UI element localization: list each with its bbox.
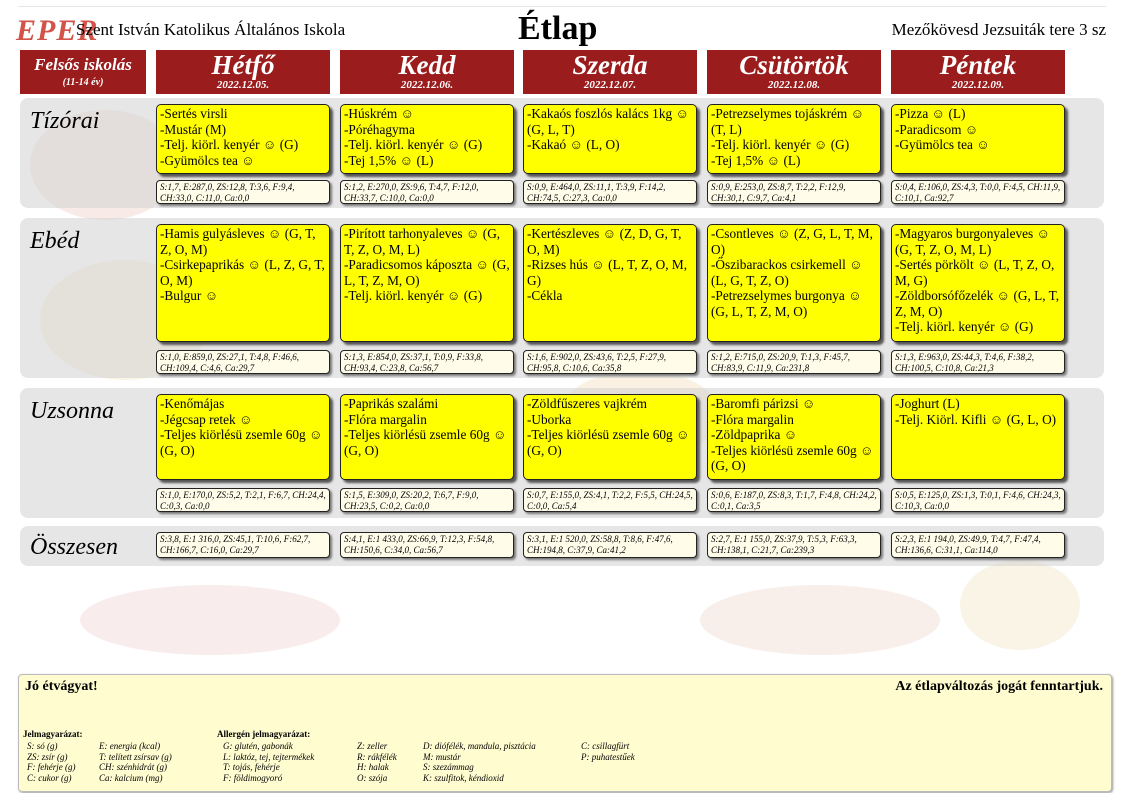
nutrition-cell: S:0,5, E:125,0, ZS:1,3, T:0,1, F:4,6, CH:24,3, C:10,3, Ca:0,0 — [891, 488, 1065, 512]
menu-cell: -Pirított tarhonyaleves ☺ (G, T, Z, O, M, L) -Paradicsomos káposzta ☺ (G, L, T, Z, M, O) -Telj. kiörl. kenyér ☺ (G) — [340, 224, 514, 342]
day-name: Csütörtök — [739, 50, 849, 80]
menu-cell: -Magyaros burgonyaleves ☺ (G, T, Z, O, M, L) -Sertés pörkölt ☺ (L, T, Z, O, M, G) -Zöldborsófőzelék ☺ (G, L, T, Z, M, O) -Telj. kiörl. kenyér ☺ (G) — [891, 224, 1065, 342]
nutrition-cell: S:1,3, E:963,0, ZS:44,3, T:4,6, F:38,2, CH:100,5, C:10,8, Ca:21,3 — [891, 350, 1065, 374]
nutrition-cell: S:1,2, E:715,0, ZS:20,9, T:1,3, F:45,7, CH:83,9, C:11,9, Ca:231,8 — [707, 350, 881, 374]
menu-cell: -Kenőmájas -Jégcsap retek ☺ -Teljes kiörlésü zsemle 60g ☺ (G, O) — [156, 394, 330, 480]
meal-label-tizorai: Tízórai — [30, 108, 100, 134]
footer-panel — [18, 674, 1112, 792]
age-group-range: (11-14 év) — [62, 77, 104, 88]
nutrition-cell: S:0,6, E:187,0, ZS:8,3, T:1,7, F:4,8, CH:24,2, C:0,1, Ca:3,5 — [707, 488, 881, 512]
meal-label-ebed: Ebéd — [30, 228, 80, 254]
day-name: Hétfő — [211, 50, 275, 80]
day-date: 2022.12.08. — [767, 79, 821, 91]
menu-cell: -Baromfi párizsi ☺ -Flóra margalin -Zöldpaprika ☺ -Teljes kiörlésü zsemle 60g ☺ (G, O) — [707, 394, 881, 480]
age-group-label: Felsős iskolás — [34, 55, 132, 74]
allergen-column: Z: zeller R: rákfélék H: halak O: szója — [357, 741, 397, 783]
menu-cell: -Húskrém ☺ -Póréhagyma -Telj. kiörl. kenyér ☺ (G) -Tej 1,5% ☺ (L) — [340, 104, 514, 174]
day-date: 2022.12.05. — [216, 79, 270, 91]
background-decoration — [960, 560, 1080, 650]
day-header-monday — [156, 50, 330, 94]
nutrition-cell: S:0,9, E:464,0, ZS:11,1, T:3,9, F:14,2, CH:74,5, C:27,3, Ca:0,0 — [523, 180, 697, 204]
legend-column: E: energia (kcal) T: telített zsírsav (g) CH: szénhidrát (g) Ca: kalcium (mg) — [99, 741, 172, 783]
legend-title: Jelmagyarázat: — [23, 729, 83, 739]
allergen-column: D: diófélék, mandula, pisztácia M: mustár S: szezámmag K: szulfitok, kéndioxid — [423, 741, 536, 783]
total-cell: S:4,1, E:1 433,0, ZS:66,9, T:12,3, F:54,8, CH:150,6, C:34,0, Ca:56,7 — [340, 532, 514, 558]
nutrition-cell: S:1,5, E:309,0, ZS:20,2, T:6,7, F:9,0, CH:23,5, C:0,2, Ca:0,0 — [340, 488, 514, 512]
nutrition-cell: S:0,9, E:253,0, ZS:8,7, T:2,2, F:12,9, CH:30,1, C:9,7, Ca:4,1 — [707, 180, 881, 204]
menu-cell: -Petrezselymes tojáskrém ☺ (T, L) -Telj. kiörl. kenyér ☺ (G) -Tej 1,5% ☺ (L) — [707, 104, 881, 174]
nutrition-cell: S:1,0, E:859,0, ZS:27,1, T:4,8, F:46,6, CH:109,4, C:4,6, Ca:29,7 — [156, 350, 330, 374]
school-address: Mezőkövesd Jezsuiták tere 3 sz — [891, 20, 1106, 39]
day-header-thursday — [707, 50, 881, 94]
nutrition-cell: S:1,7, E:287,0, ZS:12,8, T:3,6, F:9,4, CH:33,0, C:11,0, Ca:0,0 — [156, 180, 330, 204]
day-name: Szerda — [572, 50, 648, 80]
day-date: 2022.12.06. — [400, 79, 454, 91]
greeting: Jó étvágyat! — [25, 679, 98, 694]
menu-cell: -Kakaós foszlós kalács 1kg ☺ (G, L, T) -Kakaó ☺ (L, O) — [523, 104, 697, 174]
total-cell: S:2,3, E:1 194,0, ZS:49,9, T:4,7, F:47,4, CH:136,6, C:31,1, Ca:114,0 — [891, 532, 1065, 558]
menu-cell: -Sertés virsli -Mustár (M) -Telj. kiörl. kenyér ☺ (G) -Gyümölcs tea ☺ — [156, 104, 330, 174]
nutrition-cell: S:0,7, E:155,0, ZS:4,1, T:2,2, F:5,5, CH:24,5, C:0,0, Ca:5,4 — [523, 488, 697, 512]
age-group-header — [20, 50, 146, 94]
total-cell: S:3,8, E:1 316,0, ZS:45,1, T:10,6, F:62,7, CH:166,7, C:16,0, Ca:29,7 — [156, 532, 330, 558]
total-cell: S:3,1, E:1 520,0, ZS:58,8, T:8,6, F:47,6, CH:194,8, C:37,9, Ca:41,2 — [523, 532, 697, 558]
page-title: Étlap — [518, 10, 598, 47]
day-name: Péntek — [939, 50, 1017, 80]
total-cell: S:2,7, E:1 155,0, ZS:37,9, T:5,3, F:63,3, CH:138,1, C:21,7, Ca:239,3 — [707, 532, 881, 558]
background-decoration — [700, 585, 940, 655]
totals-label: Összesen — [30, 534, 118, 560]
menu-cell: -Paprikás szalámi -Flóra margalin -Teljes kiörlésü zsemle 60g ☺ (G, O) — [340, 394, 514, 480]
school-logo: EPER — [16, 14, 99, 47]
day-header-tuesday — [340, 50, 514, 94]
day-header-friday — [891, 50, 1065, 94]
legend-column: S: só (g) ZS: zsír (g) F: fehérje (g) C: cukor (g) — [27, 741, 76, 783]
change-notice: Az étlapváltozás jogát fenntartjuk. — [895, 679, 1103, 694]
menu-cell: -Kertészleves ☺ (Z, D, G, T, O, M) -Rizses hús ☺ (L, T, Z, O, M, G) -Cékla — [523, 224, 697, 342]
meal-label-uzsonna: Uzsonna — [30, 398, 115, 424]
menu-cell: -Hamis gulyásleves ☺ (G, T, Z, O, M) -Csirkepaprikás ☺ (L, Z, G, T, O, M) -Bulgur ☺ — [156, 224, 330, 342]
day-header-wednesday — [523, 50, 697, 94]
menu-cell: -Pizza ☺ (L) -Paradicsom ☺ -Gyümölcs tea ☺ — [891, 104, 1065, 174]
allergen-column: C: csillagfürt P: puhatestűek — [581, 741, 635, 762]
day-date: 2022.12.07. — [583, 79, 637, 91]
menu-cell: -Joghurt (L) -Telj. Kiörl. Kifli ☺ (G, L, O) — [891, 394, 1065, 480]
nutrition-cell: S:0,4, E:106,0, ZS:4,3, T:0,0, F:4,5, CH:11,9, C:10,1, Ca:92,7 — [891, 180, 1065, 204]
allergen-legend-title: Allergén jelmagyarázat: — [217, 729, 311, 739]
nutrition-cell: S:1,6, E:902,0, ZS:43,6, T:2,5, F:27,9, CH:95,8, C:10,6, Ca:35,8 — [523, 350, 697, 374]
nutrition-cell: S:1,0, E:170,0, ZS:5,2, T:2,1, F:6,7, CH:24,4, C:0,3, Ca:0,0 — [156, 488, 330, 512]
menu-cell: -Zöldfűszeres vajkrém -Uborka -Teljes kiörlésü zsemle 60g ☺ (G, O) — [523, 394, 697, 480]
background-decoration — [80, 585, 340, 655]
nutrition-cell: S:1,2, E:270,0, ZS:9,6, T:4,7, F:12,0, CH:33,7, C:10,0, Ca:0,0 — [340, 180, 514, 204]
day-date: 2022.12.09. — [951, 79, 1005, 91]
top-divider — [18, 6, 1106, 7]
menu-cell: -Csontleves ☺ (Z, G, L, T, M, O) -Őszibarackos csirkemell ☺ (L, G, T, Z, O) -Petrezselymes burgonya ☺ (G, L, T, Z, M, O) — [707, 224, 881, 342]
nutrition-cell: S:1,3, E:854,0, ZS:37,1, T:0,9, F:33,8, CH:93,4, C:23,8, Ca:56,7 — [340, 350, 514, 374]
allergen-column: G: glutén, gabonák L: laktóz, tej, tejtermékek T: tojás, fehérje F: földimogyoró — [223, 741, 315, 783]
day-name: Kedd — [398, 50, 456, 80]
school-name: Szent István Katolikus Általános Iskola — [76, 20, 346, 39]
